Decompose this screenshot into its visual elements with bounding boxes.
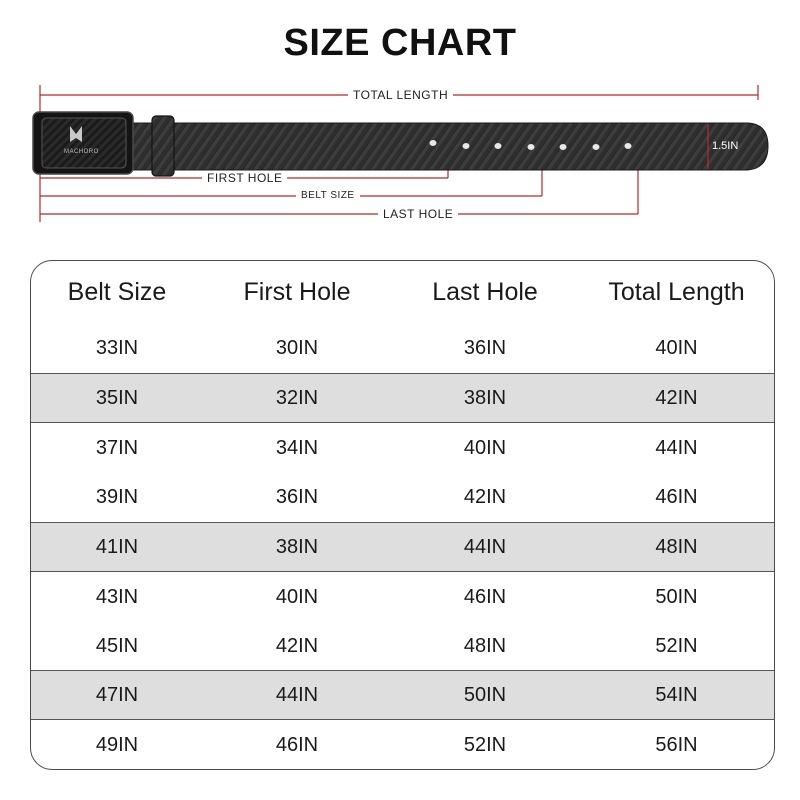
table-cell: 36IN [275,485,319,508]
table-cell: 49IN [95,733,139,756]
brand-name: MACHORO [64,149,99,155]
table-cell: 42IN [655,386,698,409]
belt-hole [528,144,535,150]
table-cell: 48IN [463,634,507,657]
table-cell: 56IN [655,733,698,756]
table-row [31,720,774,770]
table-cell: 47IN [95,683,139,706]
table-cell: 45IN [95,634,139,657]
header-total-length: Total Length [608,277,745,306]
table-cell: 36IN [463,336,507,359]
belt-hole [463,143,470,149]
total-length-label: TOTAL LENGTH [348,88,453,102]
belt-strap [120,123,768,170]
table-cell: 34IN [275,436,319,459]
table-row [31,373,774,423]
header-last-hole: Last Hole [432,277,538,306]
table-row [31,621,774,671]
belt-buckle [33,112,133,174]
belt-width-label: 1.5IN [712,140,739,152]
belt-illustration [0,0,800,240]
page-title: SIZE CHART [283,22,517,64]
table-cell: 33IN [95,336,139,359]
belt-hole [625,143,632,149]
table-cell: 46IN [655,485,698,508]
table-cell: 32IN [275,386,319,409]
table-row [31,323,774,373]
table-cell: 50IN [463,683,507,706]
table-row [31,423,774,473]
table-cell: 40IN [463,436,507,459]
table-cell: 48IN [655,535,698,558]
last-hole-label: LAST HOLE [378,207,458,221]
table-cell: 44IN [463,535,507,558]
first-hole-label: FIRST HOLE [202,171,287,185]
table-cell: 37IN [95,436,139,459]
belt-hole [593,144,600,150]
table-row [31,472,774,522]
table-cell: 41IN [95,535,139,558]
table-cell: 38IN [463,386,507,409]
belt-size-label: BELT SIZE [296,189,360,203]
belt-loop [152,116,174,176]
table-cell: 50IN [655,585,698,608]
table-cell: 30IN [275,336,319,359]
table-row [31,670,774,720]
table-cell: 43IN [95,585,139,608]
table-cell: 42IN [275,634,319,657]
belt-diagram [0,0,800,240]
table-cell: 39IN [95,485,139,508]
belt-hole [560,144,567,150]
header-first-hole: First Hole [243,277,351,306]
table-cell: 44IN [655,436,698,459]
table-cell: 40IN [275,585,319,608]
table-header [31,261,774,323]
table-cell: 35IN [95,386,139,409]
table-cell: 42IN [463,485,507,508]
header-belt-size: Belt Size [67,277,167,306]
size-table [30,260,775,770]
table-cell: 54IN [655,683,698,706]
table-cell: 38IN [275,535,319,558]
table-row [31,572,774,622]
table-row [31,522,774,572]
belt-hole [495,143,502,149]
table-cell: 40IN [655,336,698,359]
table-cell: 46IN [275,733,319,756]
table-cell: 52IN [463,733,507,756]
table-cell: 52IN [655,634,698,657]
table-cell: 44IN [275,683,319,706]
table-cell: 46IN [463,585,507,608]
belt-hole [430,140,437,146]
